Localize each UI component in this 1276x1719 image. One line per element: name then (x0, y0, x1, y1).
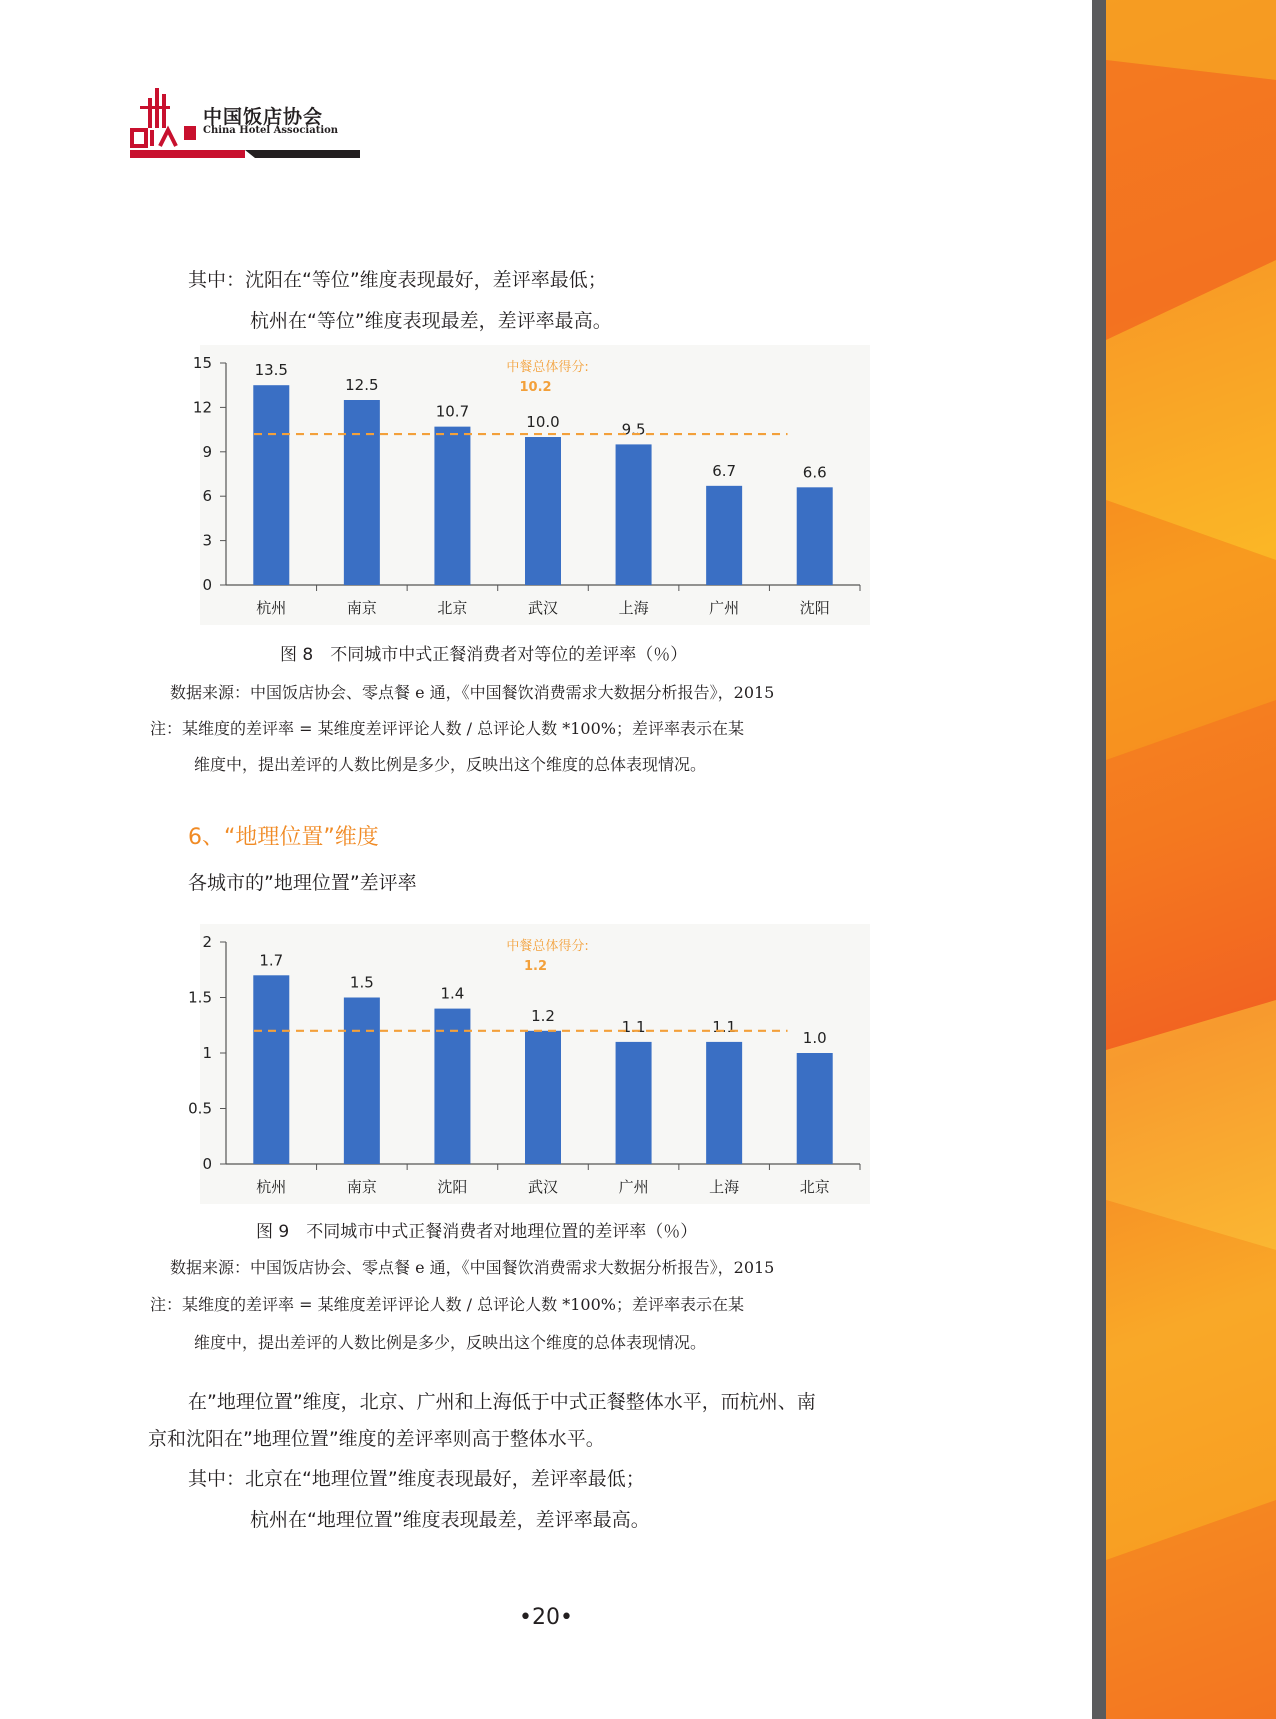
x-tick-label: 武汉 (527, 1178, 559, 1196)
bar (434, 427, 470, 585)
x-tick-label: 上海 (618, 599, 649, 617)
figure9-note-line2: 维度中，提出差评的人数比例是多少，反映出这个维度的总体表现情况。 (194, 1333, 707, 1352)
x-tick-label: 南京 (346, 599, 377, 617)
data-label: 1.7 (259, 951, 284, 970)
bar (525, 1031, 561, 1164)
figure8-chart (160, 345, 870, 625)
data-label: 12.5 (345, 376, 379, 394)
x-tick-label: 广州 (709, 599, 740, 617)
bar (253, 385, 289, 585)
page-number: •20• (519, 1605, 573, 1630)
figure9-svg (160, 924, 870, 1204)
figure9-note-line1: 注：某维度的差评率 = 某维度差评评论人数 / 总评论人数 *100%；差评率表示在某 (150, 1295, 744, 1314)
y-tick-label: 0.5 (188, 1099, 212, 1118)
data-label: 1.5 (349, 973, 374, 992)
y-tick-label: 2 (202, 933, 212, 951)
sidebar-grey-strip (1092, 0, 1106, 1719)
conclusion-line3: 其中：北京在“地理位置”维度表现最好，差评率最低； (188, 1468, 645, 1490)
figure8-note-line2: 维度中，提出差评的人数比例是多少，反映出这个维度的总体表现情况。 (194, 755, 707, 774)
section6-subheading: 各城市的”地理位置”差评率 (188, 872, 417, 894)
figure8-svg (160, 345, 870, 625)
x-tick-label: 沈阳 (437, 1178, 468, 1196)
x-tick-label: 广州 (618, 1178, 649, 1196)
x-tick-label: 北京 (799, 1178, 830, 1196)
y-tick-label: 1 (202, 1044, 212, 1062)
x-tick-label: 北京 (437, 599, 468, 617)
sidebar-geometric-pattern (1106, 0, 1276, 1719)
y-tick-label: 9 (202, 442, 212, 461)
figure9-caption: 图 9 不同城市中式正餐消费者对地理位置的差评率（％） (256, 1222, 698, 1242)
x-tick-label: 杭州 (256, 1178, 287, 1196)
section5-line1: 其中：沈阳在“等位”维度表现最好，差评率最低； (188, 269, 607, 291)
data-label: 10.7 (435, 402, 470, 421)
data-label: 13.5 (254, 361, 288, 380)
bar (706, 1042, 742, 1164)
bar (525, 437, 561, 585)
data-label: 1.2 (531, 1006, 555, 1025)
x-tick-label: 上海 (709, 1178, 740, 1196)
reference-label: 中餐总体得分: (506, 939, 589, 954)
data-label: 6.6 (802, 463, 827, 482)
bar (616, 1042, 652, 1164)
figure9-chart (160, 924, 870, 1204)
bar (434, 1009, 470, 1164)
conclusion-line4: 杭州在“地理位置”维度表现最差，差评率最高。 (250, 1509, 650, 1531)
reference-value-label: 10.2 (519, 380, 552, 395)
figure8-note-line1: 注：某维度的差评率 = 某维度差评评论人数 / 总评论人数 *100%；差评率表示在某 (150, 719, 744, 738)
bar (253, 975, 289, 1164)
data-label: 1.1 (712, 1017, 737, 1036)
figure8-caption: 图 8 不同城市中式正餐消费者对等位的差评率（％） (280, 645, 688, 665)
org-name-cn: 中国饭店协会 (203, 106, 324, 128)
figure8-source: 数据来源：中国饭店协会、零点餐 e 通，《中国餐饮消费需求大数据分析报告》，2015 (170, 683, 775, 702)
org-name-en: China Hotel Association (203, 125, 339, 136)
bar (616, 444, 652, 585)
header-rule (130, 150, 360, 158)
y-tick-label: 15 (192, 354, 212, 372)
data-label: 1.4 (440, 984, 465, 1003)
y-tick-label: 12 (192, 398, 212, 417)
data-label: 1.1 (621, 1017, 646, 1036)
conclusion-para-line2: 京和沈阳在”地理位置”维度的差评率则高于整体水平。 (148, 1428, 605, 1450)
y-tick-label: 3 (202, 531, 212, 550)
data-label: 10.0 (526, 413, 560, 431)
bar (797, 1053, 833, 1164)
decorative-sidebar (1092, 0, 1276, 1719)
y-tick-label: 0 (202, 576, 212, 594)
x-tick-label: 南京 (346, 1178, 377, 1196)
bar (797, 487, 833, 585)
section5-line2: 杭州在“等位”维度表现最差，差评率最高。 (250, 310, 612, 332)
data-label: 9.5 (621, 420, 646, 439)
reference-label: 中餐总体得分: (506, 360, 589, 375)
reference-value-label: 1.2 (524, 959, 548, 974)
x-tick-label: 沈阳 (799, 599, 830, 617)
section6-heading: 6、“地理位置”维度 (188, 825, 379, 850)
bar (344, 998, 380, 1165)
data-label: 1.0 (802, 1029, 827, 1047)
bar (344, 400, 380, 585)
y-tick-label: 1.5 (188, 988, 212, 1007)
y-tick-label: 0 (202, 1155, 212, 1173)
data-label: 6.7 (712, 461, 737, 480)
x-tick-label: 武汉 (527, 599, 559, 617)
conclusion-para-line1: 在”地理位置”维度，北京、广州和上海低于中式正餐整体水平，而杭州、南 (188, 1391, 816, 1413)
y-tick-label: 6 (202, 487, 212, 506)
bar (706, 486, 742, 585)
figure9-source: 数据来源：中国饭店协会、零点餐 e 通，《中国餐饮消费需求大数据分析报告》，2015 (170, 1258, 775, 1277)
x-tick-label: 杭州 (256, 599, 287, 617)
